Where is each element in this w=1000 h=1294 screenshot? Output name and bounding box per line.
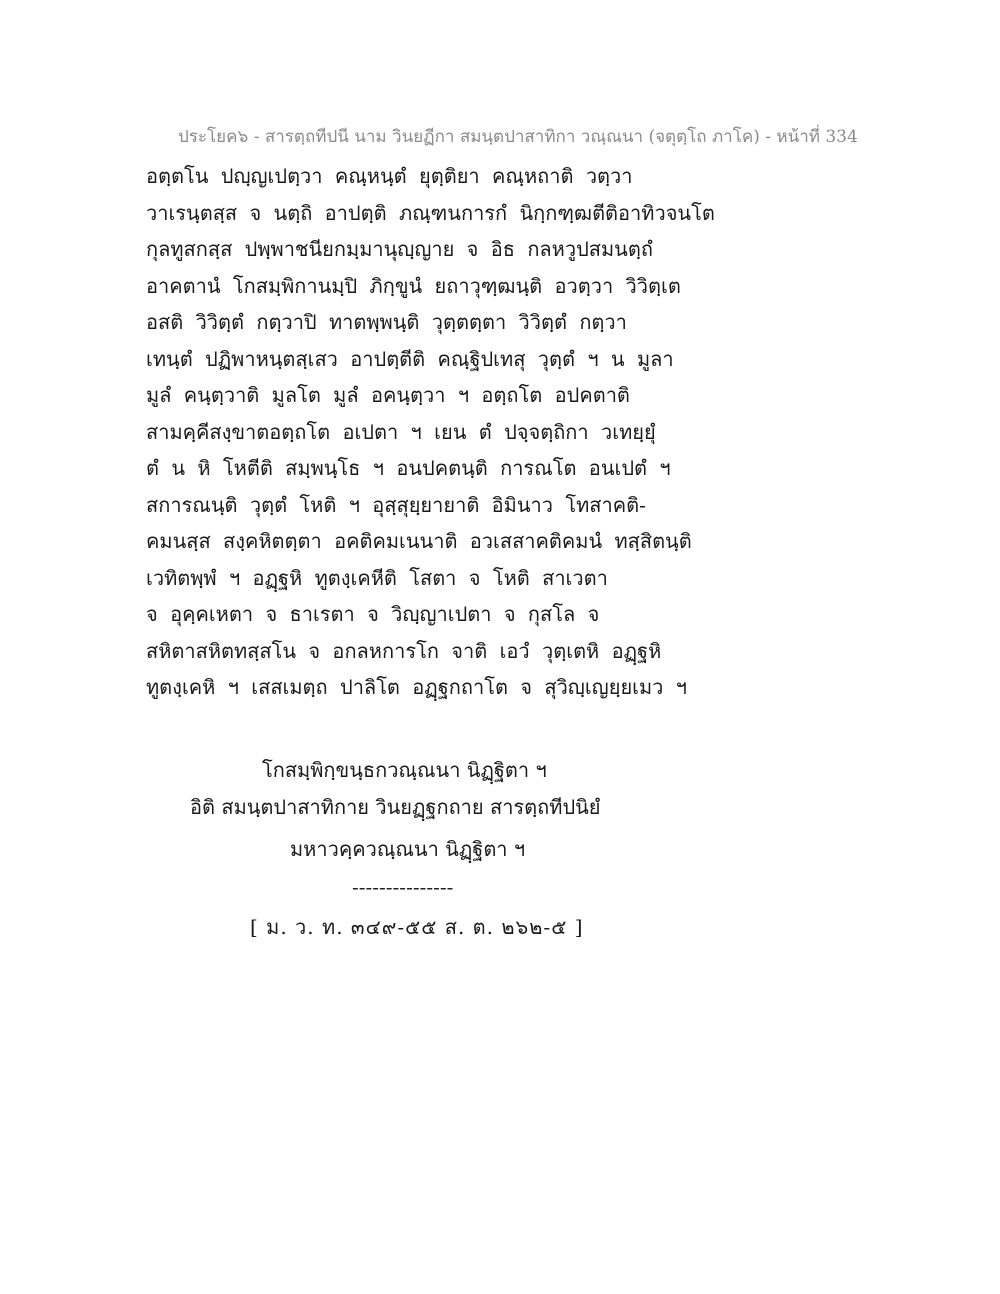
- body-text: [146, 158, 715, 706]
- separator-rule: ---------------: [352, 875, 454, 899]
- running-header: ประโยค๖ - สารตฺถทีปนี นาม วินยฏีกา สมนฺตปาสาทิกา วณฺณนา (จตุตฺโถ ภาโค) - หน้าที่ 334: [178, 127, 858, 147]
- colophon-chapter-end: มหาวคฺควณฺณนา นิฏฺฐิตา ฯ: [290, 837, 526, 861]
- page-reference: [ ม. ว. ท. ๓๔๙-๕๕ ส. ต. ๒๖๒-๕ ]: [250, 915, 584, 939]
- body-line: อสติ วิวิตฺตํ กตฺวาปิ ทาตพฺพนฺติ วุตฺตตฺตา วิวิตฺตํ กตฺวา: [146, 310, 627, 334]
- body-line: สหิตาสหิตทสฺสโน จ อกลหการโก จาติ เอวํ วุตฺเตหิ อฏฺฐหิ: [146, 638, 662, 663]
- colophon-section-end: โกสมฺพิกฺขนฺธกวณฺณนา นิฏฺฐิตา ฯ: [262, 758, 547, 782]
- colophon-book-title: อิติ สมนฺตปาสาทิกาย วินยฏฺฐกถาย สารตฺถทีปนิยํ: [190, 795, 601, 819]
- body-line: อตฺตโน ปญฺญเปตฺวา คณฺหนฺตํ ยุตฺติยา คณฺหถาติ วตฺวา: [146, 164, 633, 188]
- body-line: จ อุคฺคเหตา จ ธาเรตา จ วิญฺญาเปตา จ กุสโล จ: [146, 602, 600, 626]
- body-line: ตํ น หิ โหตีติ สมฺพนฺโธ ฯ อนปคตนฺติ การณโต อนเปตํ ฯ: [146, 456, 671, 480]
- body-line: คมนสฺส สงฺคหิตตฺตา อคติคมเนนาติ อวเสสาคติคมนํ ทสฺสิตนฺติ: [146, 529, 692, 553]
- body-line: มูลํ คนฺตฺวาติ มูลโต มูลํ อคนฺตฺวา ฯ อตฺถโต อปคตาติ: [146, 383, 630, 407]
- body-line: ทูตงฺเคหิ ฯ เสสเมตฺถ ปาลิโต อฏฺฐกถาโต จ สุวิญฺเญยฺยเมว ฯ: [146, 675, 687, 699]
- body-line: สการณนฺติ วุตฺตํ โหติ ฯ อุสฺสุยฺยายาติ อิมินาว โทสาคติ-: [146, 492, 646, 517]
- body-line: เวทิตพฺพํ ฯ อฏฺฐหิ ทูตงฺเคหีติ โสตา จ โหติ สาเวตา: [146, 565, 608, 590]
- body-line: เทนฺตํ ปฏิพาหนฺตสฺเสว อาปตฺตีติ คณฺฐิปเทสุ วุตฺตํ ฯ น มูลา: [146, 346, 674, 371]
- body-line: กุลทูสกสฺส ปพฺพาชนียกมฺมานุญฺญาย จ อิธ กลหวูปสมนตฺถํ: [146, 237, 653, 261]
- body-line: สามคฺคีสงฺขาตอตฺถโต อเปตา ฯ เยน ตํ ปจฺจตฺถิกา วเทยฺยุํ: [146, 419, 656, 444]
- body-line: วาเรนฺตสฺส จ นตฺถิ อาปตฺติ ภณฺฑนการกํ นิกฺกฑฺฒตีติอาทิวจนโต: [146, 200, 715, 225]
- body-line: อาคตานํ โกสมฺพิกานมฺปิ ภิกฺขูนํ ยถาวุฑฺฒนฺติ อวตฺวา วิวิตฺเต: [146, 273, 681, 298]
